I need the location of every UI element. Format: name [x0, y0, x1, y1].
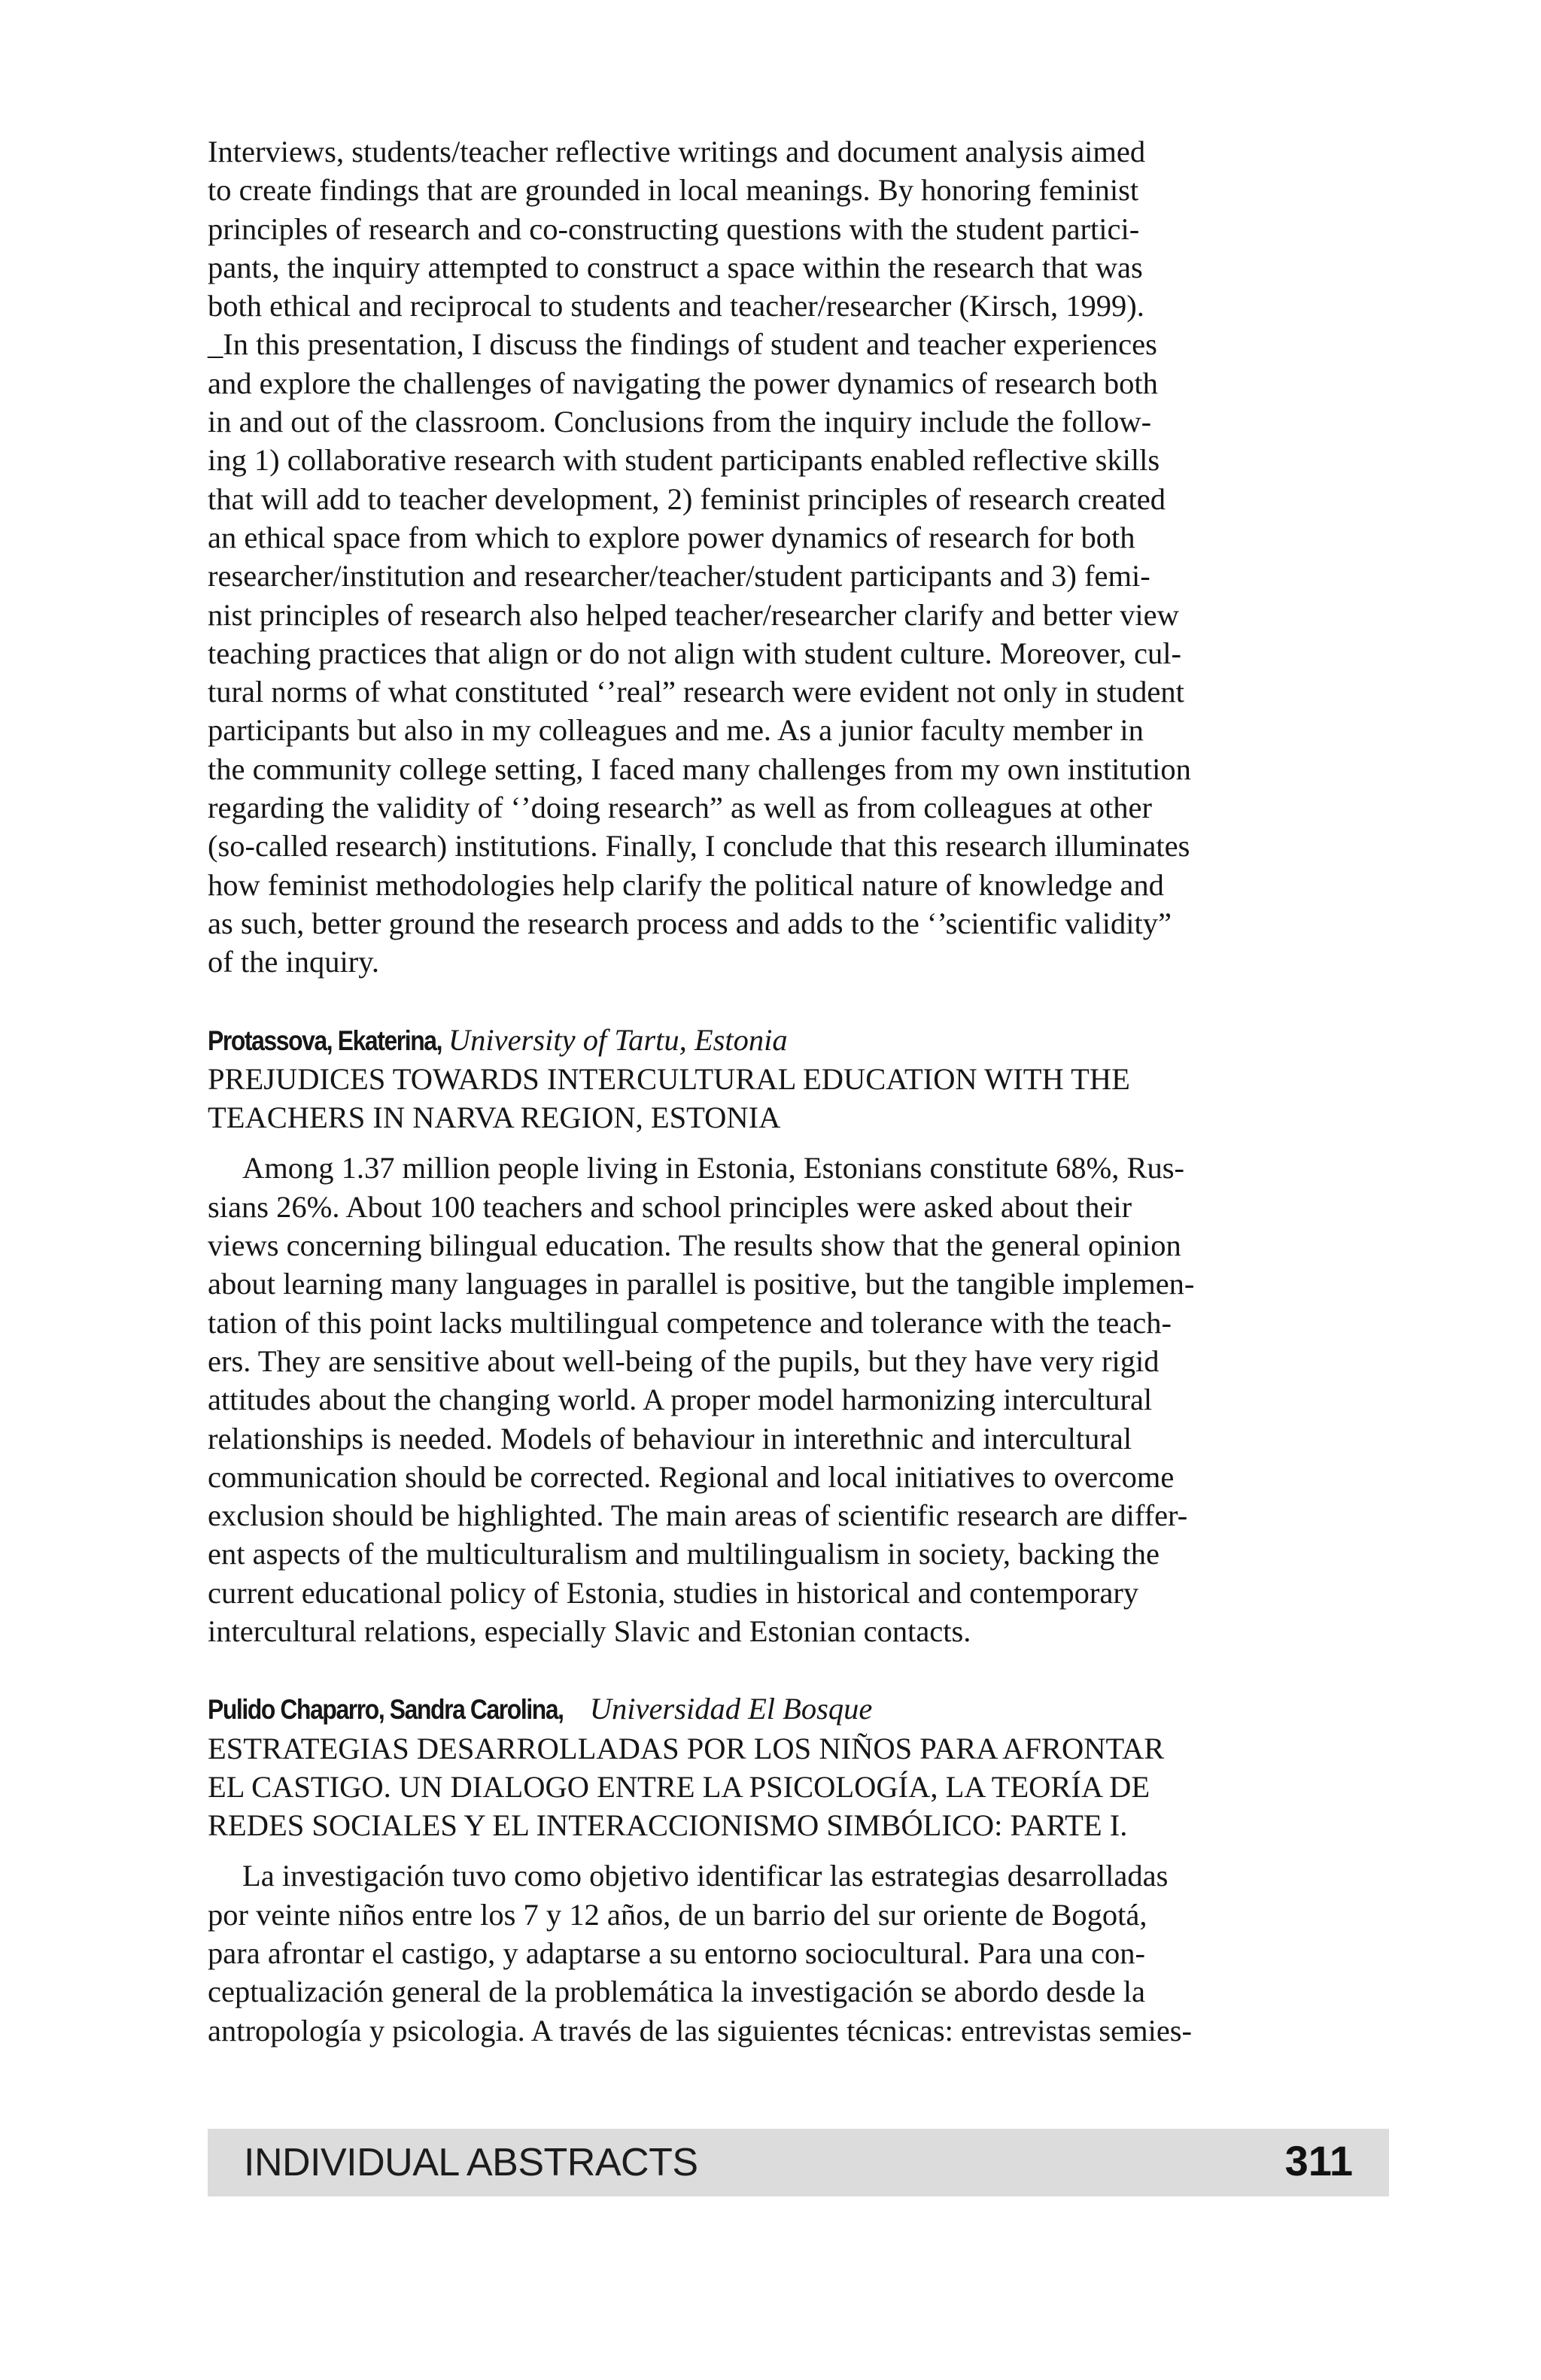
text-line: communication should be corrected. Regional and local initiatives to overcome [208, 1459, 1175, 1494]
title-line: PREJUDICES TOWARDS INTERCULTURAL EDUCATION WITH THE [208, 1061, 1130, 1096]
text-line: para afrontar el castigo, y adaptarse a su entorno sociocultural. Para una con- [208, 1936, 1145, 1971]
entry-header [208, 1689, 1389, 1729]
text-line: participants but also in my colleagues and me. As a junior faculty member in [208, 713, 1144, 748]
text-line: as such, better ground the research process and adds to the ‘’scientific validity” [208, 906, 1172, 940]
text-line: teaching practices that align or do not align with student culture. Moreover, cul- [208, 636, 1181, 670]
text-line: about learning many languages in parallel is positive, but the tangible implemen- [208, 1267, 1195, 1301]
abstract-title [208, 1729, 1389, 1845]
text-line: of the inquiry. [208, 945, 379, 979]
page-body [208, 132, 1389, 2050]
title-line: EL CASTIGO. UN DIALOGO ENTRE LA PSICOLOGÍA, LA TEORÍA DE [208, 1769, 1150, 1804]
text-line: Among 1.37 million people living in Estonia, Estonians constitute 68%, Rus- [242, 1151, 1185, 1185]
text-line: relationships is needed. Models of behaviour in interethnic and intercultural [208, 1421, 1132, 1456]
abstract-entry [208, 1689, 1389, 2050]
text-line: in and out of the classroom. Conclusions from the inquiry include the follow- [208, 405, 1152, 439]
text-line: current educational policy of Estonia, studies in historical and contemporary [208, 1575, 1139, 1610]
text-line: ing 1) collaborative research with student participants enabled reflective skills [208, 443, 1160, 478]
text-line: La investigación tuvo como objetivo identificar las estrategias desarrolladas [242, 1859, 1169, 1893]
author-affiliation: University of Tartu, Estonia [448, 1022, 788, 1057]
text-line: the community college setting, I faced many challenges from my own institution [208, 751, 1191, 786]
text-line: Interviews, students/teacher reflective writings and document analysis aimed [208, 135, 1146, 168]
text-line: an ethical space from which to explore power dynamics of research for both [208, 520, 1135, 554]
author-name: Protassova, Ekaterina, [208, 1025, 442, 1056]
text-line: tation of this point lacks multilingual competence and tolerance with the teach- [208, 1305, 1172, 1340]
text-line: that will add to teacher development, 2) feminist principles of research created [208, 481, 1166, 516]
text-line: pants, the inquiry attempted to construct a space within the research that was [208, 250, 1143, 284]
text-line: principles of research and co-constructing questions with the student partici- [208, 211, 1140, 246]
text-line: _In this presentation, I discuss the findings of student and teacher experiences [208, 327, 1157, 362]
text-line: ent aspects of the multiculturalism and multilingualism in society, backing the [208, 1537, 1160, 1571]
text-line: ers. They are sensitive about well-being of the pupils, but they have very rigid [208, 1343, 1160, 1378]
text-line: nist principles of research also helped teacher/researcher clarify and better view [208, 597, 1179, 632]
text-line: attitudes about the changing world. A proper model harmonizing intercultural [208, 1383, 1153, 1417]
abstract-body [208, 1149, 1389, 1650]
abstract-entry [208, 1021, 1389, 1651]
abstract-body [208, 1856, 1389, 2049]
title-line: REDES SOCIALES Y EL INTERACCIONISMO SIMBÓLICO: PARTE I. [208, 1808, 1128, 1843]
text-line: to create findings that are grounded in local meanings. By honoring feminist [208, 173, 1139, 208]
text-line: tural norms of what constituted ‘’real” research were evident not only in student [208, 675, 1184, 709]
abstract-title [208, 1060, 1389, 1137]
text-line: both ethical and reciprocal to students and teacher/researcher (Kirsch, 1999). [208, 289, 1144, 323]
page-footer [208, 2129, 1389, 2196]
section-label: INDIVIDUAL ABSTRACTS [244, 2141, 698, 2184]
text-line: how feminist methodologies help clarify the political nature of knowledge and [208, 867, 1164, 902]
author-affiliation: Universidad El Bosque [589, 1692, 873, 1726]
text-line: views concerning bilingual education. The results show that the general opinion [208, 1228, 1181, 1263]
text-line: (so-called research) institutions. Finally, I conclude that this research illuminates [208, 829, 1190, 864]
text-line: exclusion should be highlighted. The main areas of scientific research are differ- [208, 1498, 1188, 1533]
text-line: researcher/institution and researcher/teacher/student participants and 3) femi- [208, 559, 1150, 593]
title-line: ESTRATEGIAS DESARROLLADAS POR LOS NIÑOS PARA AFRONTAR [208, 1731, 1165, 1765]
text-line: ceptualización general de la problemática la investigación se abordo desde la [208, 1975, 1145, 2009]
text-line: intercultural relations, especially Slavic and Estonian contacts. [208, 1613, 971, 1648]
page-number: 311 [1284, 2137, 1353, 2184]
text-line: antropología y psicologia. A través de las siguientes técnicas: entrevistas semies- [208, 2013, 1193, 2048]
author-name: Pulido Chaparro, Sandra Carolina, [208, 1694, 564, 1726]
text-line: regarding the validity of ‘’doing research” as well as from colleagues at other [208, 791, 1153, 825]
text-line: sians 26%. About 100 teachers and school principles were asked about their [208, 1189, 1132, 1224]
entry-header [208, 1021, 1389, 1060]
text-line: por veinte niños entre los 7 y 12 años, de un barrio del sur oriente de Bogotá, [208, 1897, 1147, 1932]
title-line: TEACHERS IN NARVA REGION, ESTONIA [208, 1100, 781, 1135]
text-line: and explore the challenges of navigating the power dynamics of research both [208, 366, 1158, 400]
intro-paragraph [208, 132, 1389, 982]
